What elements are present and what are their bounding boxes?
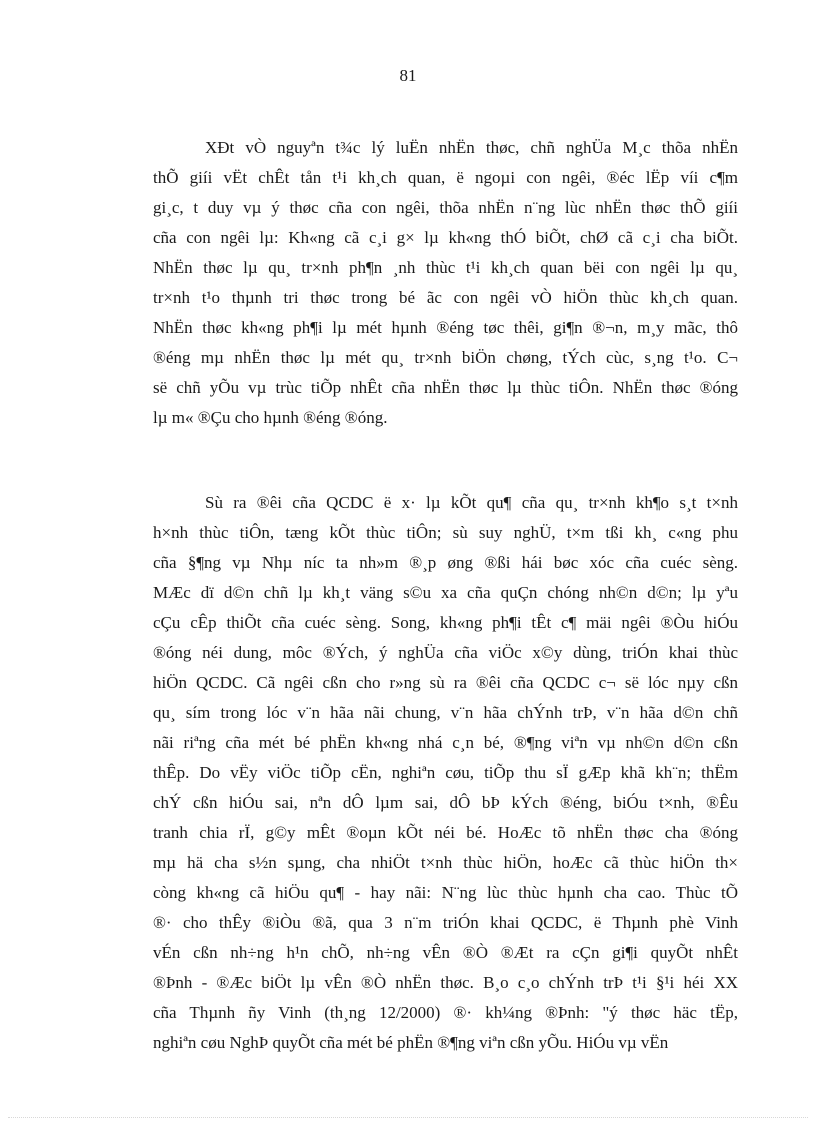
text-line: h×nh thùc tiÔn, tæng kÕt thùc tiÔn; sù suy nghÜ, t×m tßi kh¸ c«ng phu [153,523,738,542]
body-paragraph-2 [153,488,738,1058]
text-line: tranh chia rÏ, g©y mÊt ®oµn kÕt néi bé. HoÆc tõ nhËn thøc cha ®óng [153,823,738,842]
text-line: vÉn cßn nh÷ng h¹n chÕ, nh÷ng vÊn ®Ò ®Æt ra cÇn gi¶i quyÕt nhÊt [153,943,738,962]
page-number: 81 [399,66,417,85]
text-line: NhËn thøc lµ qu¸ tr×nh ph¶n ¸nh thùc t¹i kh¸ch quan bëi con ngêi lµ qu¸ [153,258,738,277]
text-line: thÕ giíi vËt chÊt tån t¹i kh¸ch quan, ë ngoµi con ngêi, ®éc lËp víi c¶m [153,168,738,187]
text-line: hiÖn QCDC. Cã ngêi cßn cho r»ng sù ra ®êi cña QCDC c¬ së lóc nµy cßn [153,673,738,692]
text-line: còng kh«ng cã hiÖu qu¶ - hay nãi: N¨ng lùc thùc hµnh cha cao. Thùc tÕ [153,883,738,902]
text-line: chÝ cßn hiÓu sai, nªn dÔ lµm sai, dÔ bÞ kÝch ®éng, biÓu t×nh, ®Êu [153,793,738,812]
text-line: cña Thµnh ñy Vinh (th¸ng 12/2000) ®· kh¼ng ®Þnh: "ý thøc häc tËp, [153,1003,738,1022]
text-line: nghiªn cøu NghÞ quyÕt cña mét bé phËn ®¶ng viªn cßn yÕu. HiÓu vµ vËn [153,1033,669,1052]
text-line: NhËn thøc kh«ng ph¶i lµ mét hµnh ®éng tøc thêi, gi¶n ®¬n, m¸y mãc, thô [153,318,738,337]
page-bottom-rule [8,1117,808,1118]
text-line: tr×nh t¹o thµnh tri thøc trong bé ãc con ngêi vÒ hiÖn thùc kh¸ch quan. [153,288,738,307]
text-line: nãi riªng cña mét bé phËn kh«ng nhá c¸n bé, ®¶ng viªn vµ nh©n d©n cßn [153,733,738,752]
text-line: cÇu cÊp thiÕt cña cuéc sèng. Song, kh«ng ph¶i tÊt c¶ mäi ngêi ®Òu hiÓu [153,613,738,632]
text-line: së chñ yÕu vµ trùc tiÕp nhÊt cña nhËn thøc lµ thùc tiÔn. NhËn thøc ®óng [153,378,738,397]
text-line: XĐt vÒ nguyªn t¾c lý luËn nhËn thøc, chñ nghÜa M¸c thõa nhËn [205,138,738,157]
text-line: MÆc dï d©n chñ lµ kh¸t väng s©u xa cña quÇn chóng nh©n d©n; lµ yªu [153,583,738,602]
text-line: qu¸ sím trong lóc v¨n hãa nãi chung, v¨n hãa chÝnh trÞ, v¨n hãa d©n chñ [153,703,738,722]
text-line: thÊp. Do vËy viÖc tiÕp cËn, nghiªn cøu, tiÕp thu sÏ gÆp khã kh¨n; thËm [153,763,738,782]
text-line: cña §¶ng vµ Nhµ níc ta nh»m ®¸p øng ®ßi hái bøc xóc cña cuéc sèng. [153,553,738,572]
text-line: mµ hä cha s½n sµng, cha nhiÖt t×nh thùc hiÖn, hoÆc cã thùc hiÖn th× [153,853,738,872]
text-line: ®éng mµ nhËn thøc lµ mét qu¸ tr×nh biÖn chøng, tÝch cùc, s¸ng t¹o. C¬ [153,348,738,367]
text-line: ®Þnh - ®Æc biÖt lµ vÊn ®Ò nhËn thøc. B¸o c¸o chÝnh trÞ t¹i §¹i héi XX [153,973,738,992]
text-line: ®· cho thÊy ®iÒu ®ã, qua 3 n¨m triÓn khai QCDC, ë Thµnh phè Vinh [153,913,738,932]
text-line: Sù ra ®êi cña QCDC ë x· lµ kÕt qu¶ cña qu¸ tr×nh kh¶o s¸t t×nh [205,493,738,512]
body-paragraph-1 [153,133,738,433]
text-line: cña con ngêi lµ: Kh«ng cã c¸i g× lµ kh«ng thÓ biÕt, chØ cã c¸i cha biÕt. [153,228,738,247]
text-line: gi¸c, t duy vµ ý thøc cña con ngêi, thõa nhËn n¨ng lùc nhËn thøc thÕ giíi [153,198,738,217]
text-line: ®óng néi dung, môc ®Ých, ý nghÜa cña viÖc x©y dùng, triÓn khai thùc [153,643,738,662]
text-line: lµ m« ®Çu cho hµnh ®éng ®óng. [153,408,388,427]
